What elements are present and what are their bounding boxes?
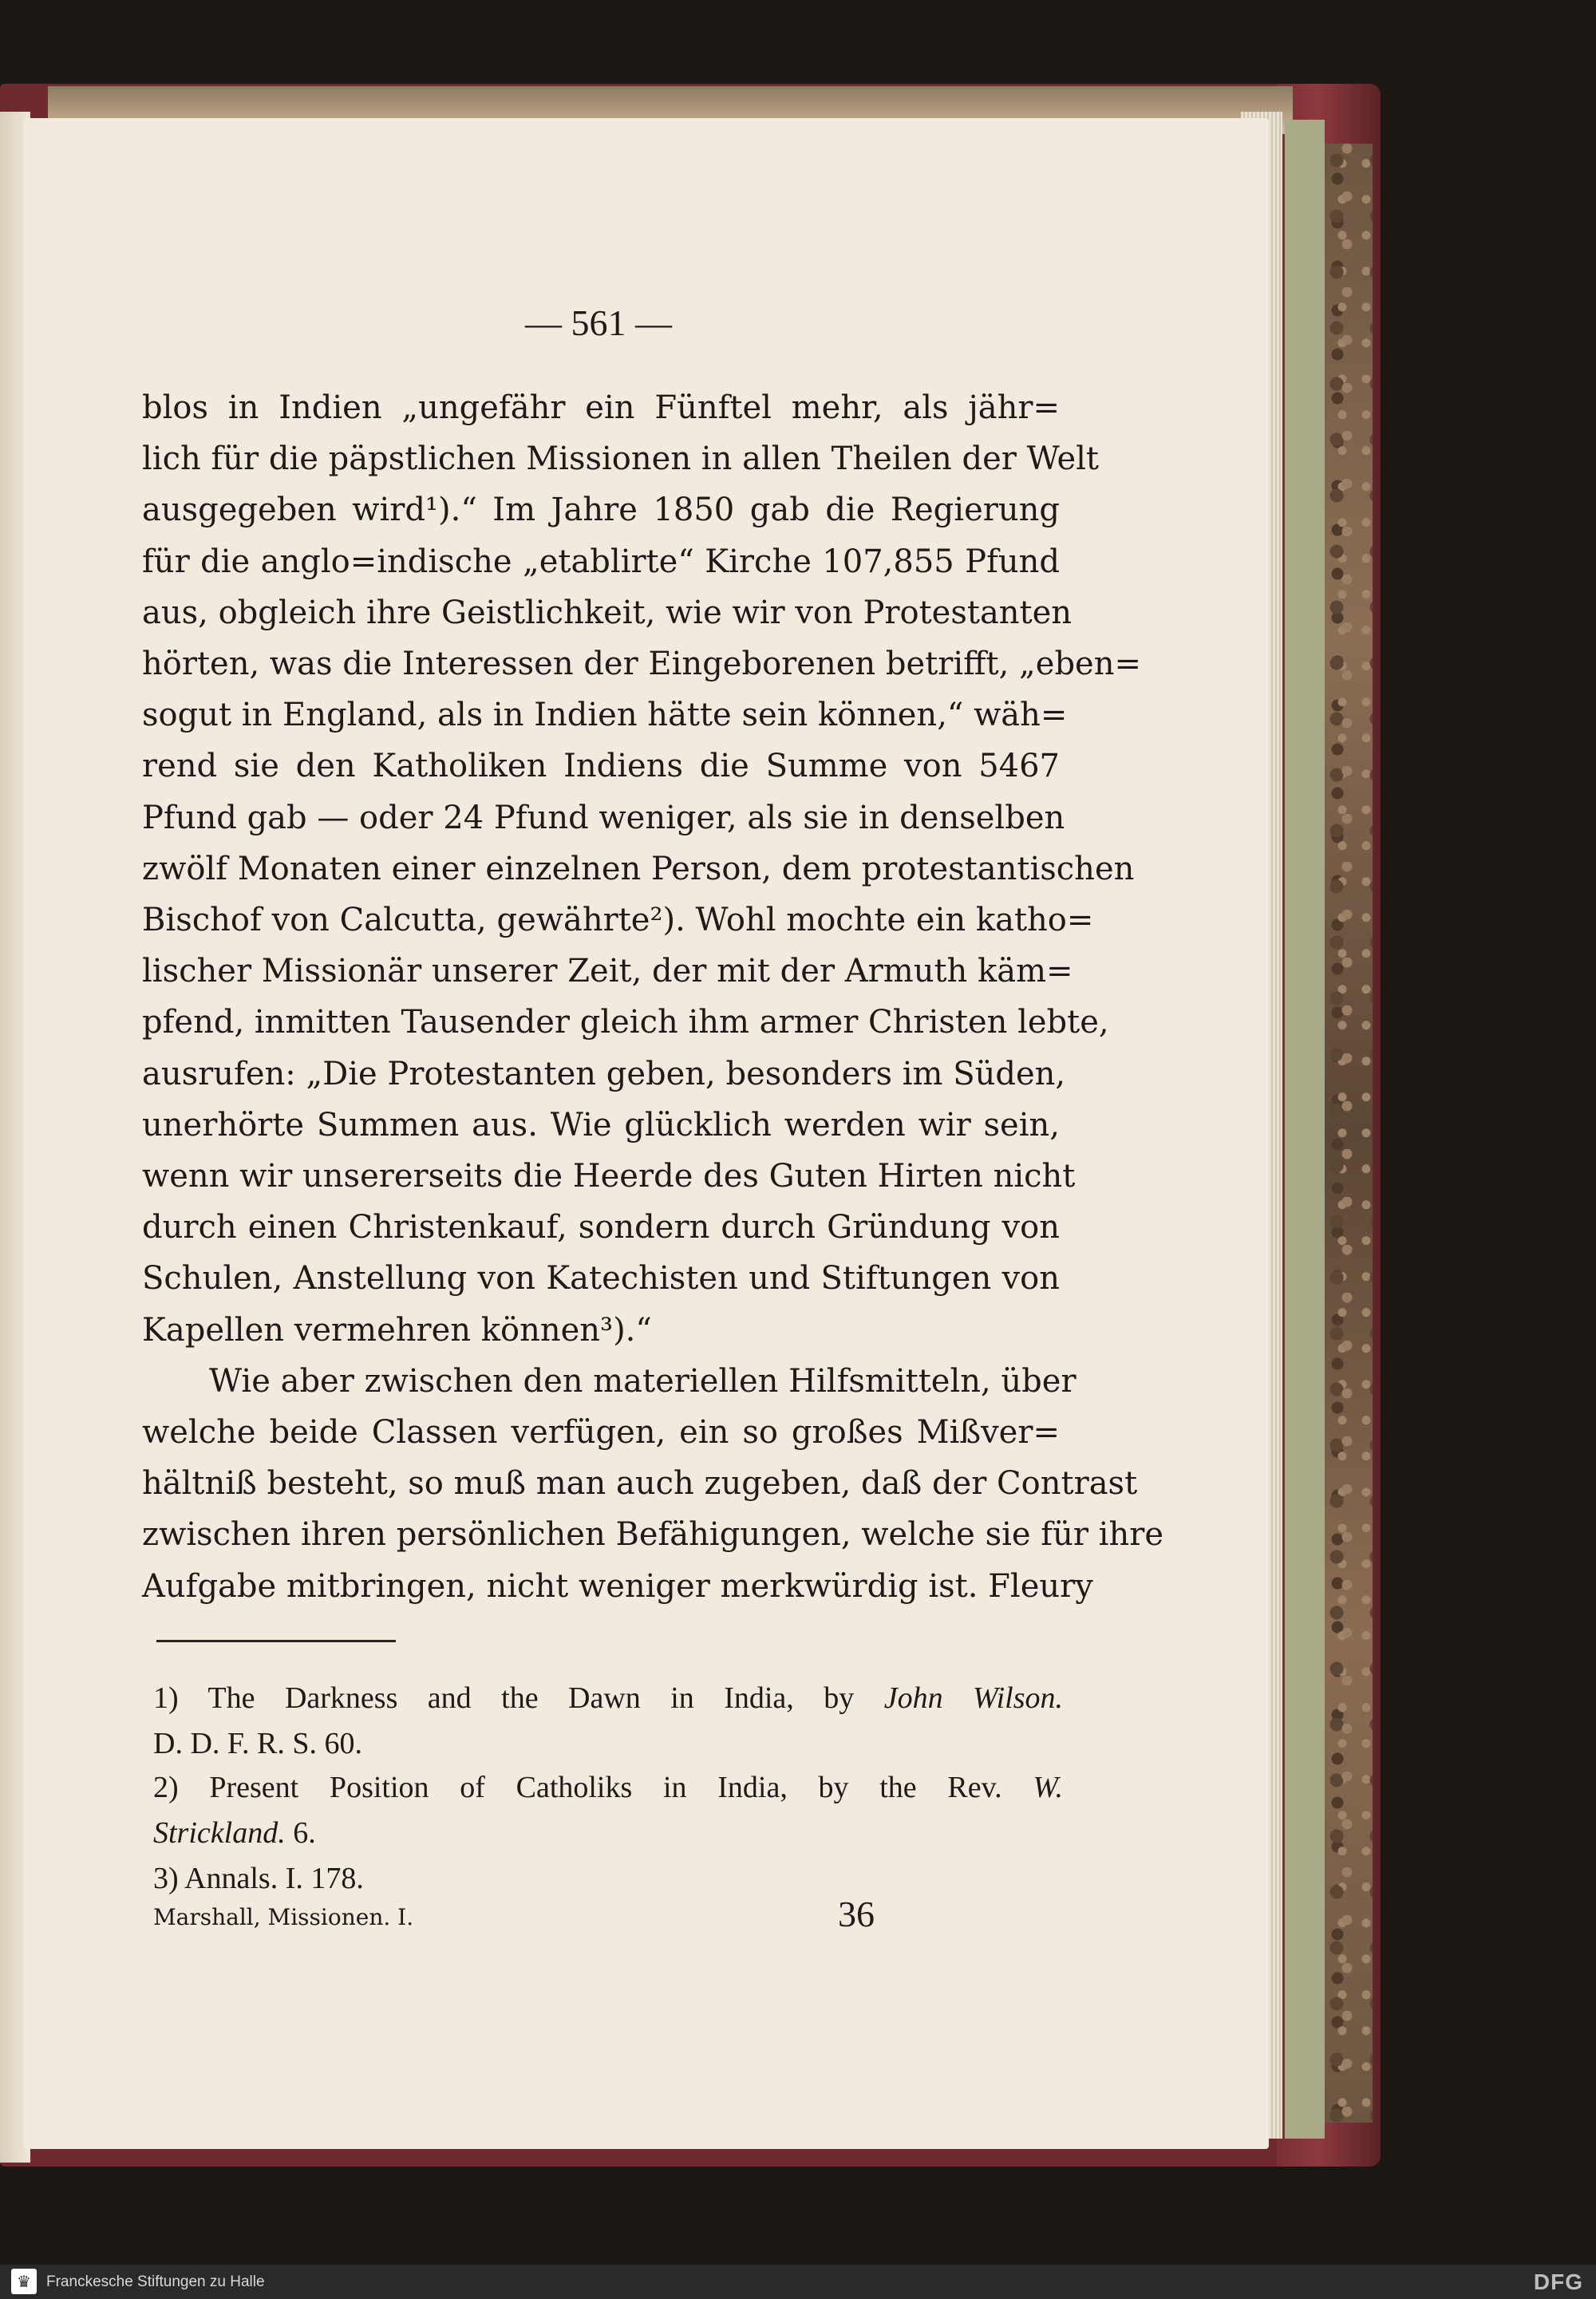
footnote-1-cont: D. D. F. R. S. 60. [153, 1727, 362, 1760]
text-line: lich für die päpstlichen Missionen in allen Theilen der Welt [142, 440, 1100, 477]
text-line: Schulen, Anstellung von Katechisten und Stiftungen von [142, 1260, 1060, 1297]
text-line: Bischof von Calcutta, gewährte²). Wohl mochte ein katho= [142, 902, 1094, 938]
text-line: unerhörte Summen aus. Wie glücklich werden wir sein, [142, 1107, 1060, 1144]
footnote-1-text: 1) The Darkness and the Dawn in India, by [153, 1681, 855, 1715]
text-line: Pfund gab — oder 24 Pfund weniger, als sie in denselben [142, 800, 1065, 836]
footnote-1 [153, 1681, 1063, 1716]
text-line: sogut in England, als in Indien hätte sein können,“ wäh= [142, 697, 1068, 733]
text-line: rend sie den Katholiken Indiens die Summe von 5467 [142, 748, 1060, 784]
footnote-2-cont [153, 1815, 1063, 1851]
footnote-2-page: 6. [293, 1816, 316, 1850]
footnote-2 [153, 1770, 1063, 1805]
text-line: wenn wir unsererseits die Heerde des Guten Hirten nicht [142, 1158, 1076, 1195]
signature-mark: Marshall, Missionen. I. [153, 1904, 414, 1930]
footnote-2-text: 2) Present Position of Catholiks in India, by the Rev. [153, 1771, 1002, 1804]
text-line: ausgegeben wird¹).“ Im Jahre 1850 gab die Regierung [142, 492, 1060, 528]
page-number: — 561 — [525, 302, 672, 343]
footnote-1-author: John Wilson. [883, 1681, 1063, 1715]
dfg-logo[interactable]: DFG [1533, 2269, 1583, 2294]
text-line: aus, obgleich ihre Geistlichkeit, wie wir von Protestanten [142, 595, 1073, 631]
viewer-footer [0, 2265, 1596, 2299]
footnote-rule [156, 1640, 396, 1642]
text-line: ausrufen: „Die Protestanten geben, besonders im Süden, [142, 1056, 1066, 1092]
signature-number: 36 [838, 1894, 875, 1934]
text-line: zwischen ihren persönlichen Befähigungen, welche sie für ihre [142, 1516, 1164, 1553]
text-line: zwölf Monaten einer einzelnen Person, dem protestantischen [142, 851, 1135, 887]
text-line: blos in Indien „ungefähr ein Fünftel mehr, als jähr= [142, 389, 1060, 426]
text-line: hörten, was die Interessen der Eingeborenen betrifft, „eben= [142, 646, 1141, 682]
text-line: pfend, inmitten Tausender gleich ihm armer Christen lebte, [142, 1004, 1109, 1041]
footnote-2-author-initial: W. [1033, 1771, 1064, 1804]
footnote-2-author: Strickland. [153, 1816, 286, 1850]
text-line: lischer Missionär unserer Zeit, der mit der Armuth käm= [142, 953, 1073, 990]
institution-logo-icon[interactable]: ♛ [11, 2269, 37, 2294]
text-line: welche beide Classen verfügen, ein so großes Mißver= [142, 1414, 1060, 1451]
text-line: durch einen Christenkauf, sondern durch Gründung von [142, 1209, 1060, 1246]
text-line: hältniß besteht, so muß man auch zugeben, daß der Contrast [142, 1465, 1138, 1502]
text-line: Wie aber zwischen den materiellen Hilfsmitteln, über [209, 1363, 1077, 1400]
endpaper-band [1285, 120, 1325, 2139]
footnote-3: 3) Annals. I. 178. [153, 1862, 364, 1895]
institution-name[interactable]: Franckesche Stiftungen zu Halle [46, 2273, 265, 2290]
text-line: für die anglo=indische „etablirte“ Kirche 107,855 Pfund [142, 543, 1060, 580]
text-line: Aufgabe mitbringen, nicht weniger merkwürdig ist. Fleury [142, 1568, 1093, 1605]
text-line: Kapellen vermehren können³).“ [142, 1312, 652, 1349]
